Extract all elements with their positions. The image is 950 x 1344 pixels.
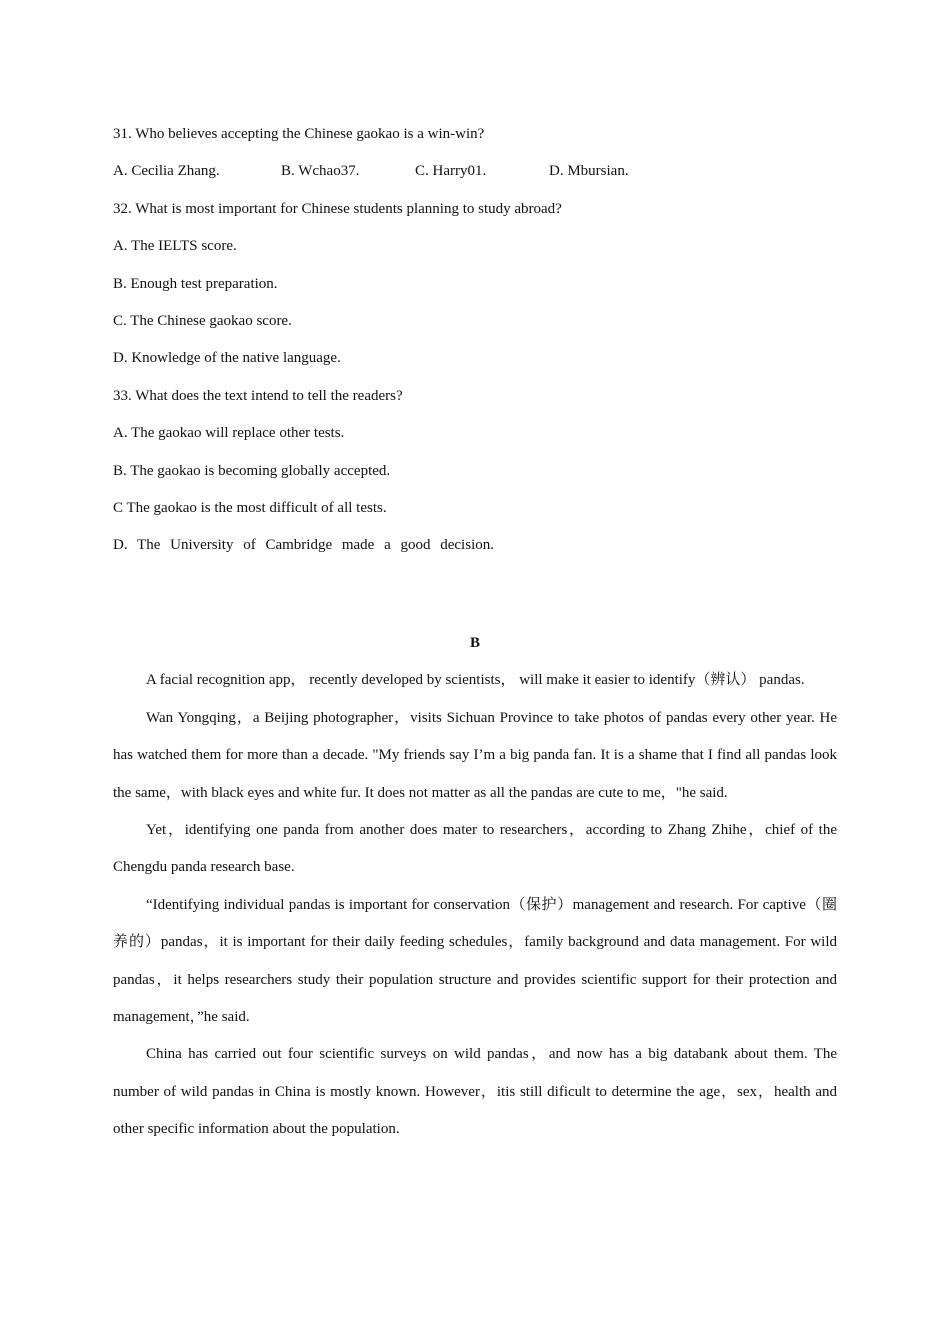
passage-paragraph: “Identifying individual pandas is important for conservation（保护）management and research. For captive（圈养的）pandas，it is important for their daily feeding schedules，family background and data management. For wild pandas，it helps researchers study their population structure and provides scientific support for their protection and management，”he said. <box>113 896 837 1025</box>
exam-page <box>113 116 837 1149</box>
question-33-option-d: D. The University of Cambridge made a good decision. <box>113 537 494 554</box>
question-33-stem: 33. What does the text intend to tell the readers? <box>113 387 403 404</box>
question-31-options <box>113 153 837 190</box>
section-heading: B <box>469 634 480 651</box>
question-32-stem: 32. What is most important for Chinese students planning to study abroad? <box>113 200 562 217</box>
question-31-option-d: D. Mbursian. <box>549 163 629 180</box>
question-32-option-d: D. Knowledge of the native language. <box>113 350 341 367</box>
question-32-option-b: B. Enough test preparation. <box>113 275 278 292</box>
question-32-option-a: A. The IELTS score. <box>113 238 237 255</box>
passage-paragraph: Wan Yongqing，a Beijing photographer，visits Sichuan Province to take photos of pandas every other year. He has watched them for more than a decade. "My friends say I’m a big panda fan. It is a shame that I find all pandas look the same，with black eyes and white fur. It does not matter as all the pandas are cute to me，"he said. <box>113 709 837 801</box>
question-31-option-b: B. Wchao37. <box>281 163 360 180</box>
passage-paragraph: Yet，identifying one panda from another does mater to researchers，according to Zhang Zhihe，chief of the Chengdu panda research base. <box>113 821 837 876</box>
question-31-option-c: C. Harry01. <box>415 163 487 180</box>
question-33-option-b: B. The gaokao is becoming globally accepted. <box>113 462 391 479</box>
question-31-stem: 31. Who believes accepting the Chinese gaokao is a win-win? <box>113 126 485 142</box>
question-32-option-c: C. The Chinese gaokao score. <box>113 313 292 330</box>
passage-paragraph: A facial recognition app， recently developed by scientists， will make it easier to identify（辨认） pandas. <box>146 672 805 689</box>
question-31-option-a: A. Cecilia Zhang. <box>113 163 220 180</box>
question-33-option-c: C The gaokao is the most difficult of all tests. <box>113 500 387 517</box>
question-33-option-a: A. The gaokao will replace other tests. <box>113 425 345 442</box>
passage-paragraph: China has carried out four scientific surveys on wild pandas，and now has a big databank about them. The number of wild pandas in China is mostly known. However，itis still dificult to determine the age，sex，health and other specific information about the population. <box>113 1046 837 1138</box>
